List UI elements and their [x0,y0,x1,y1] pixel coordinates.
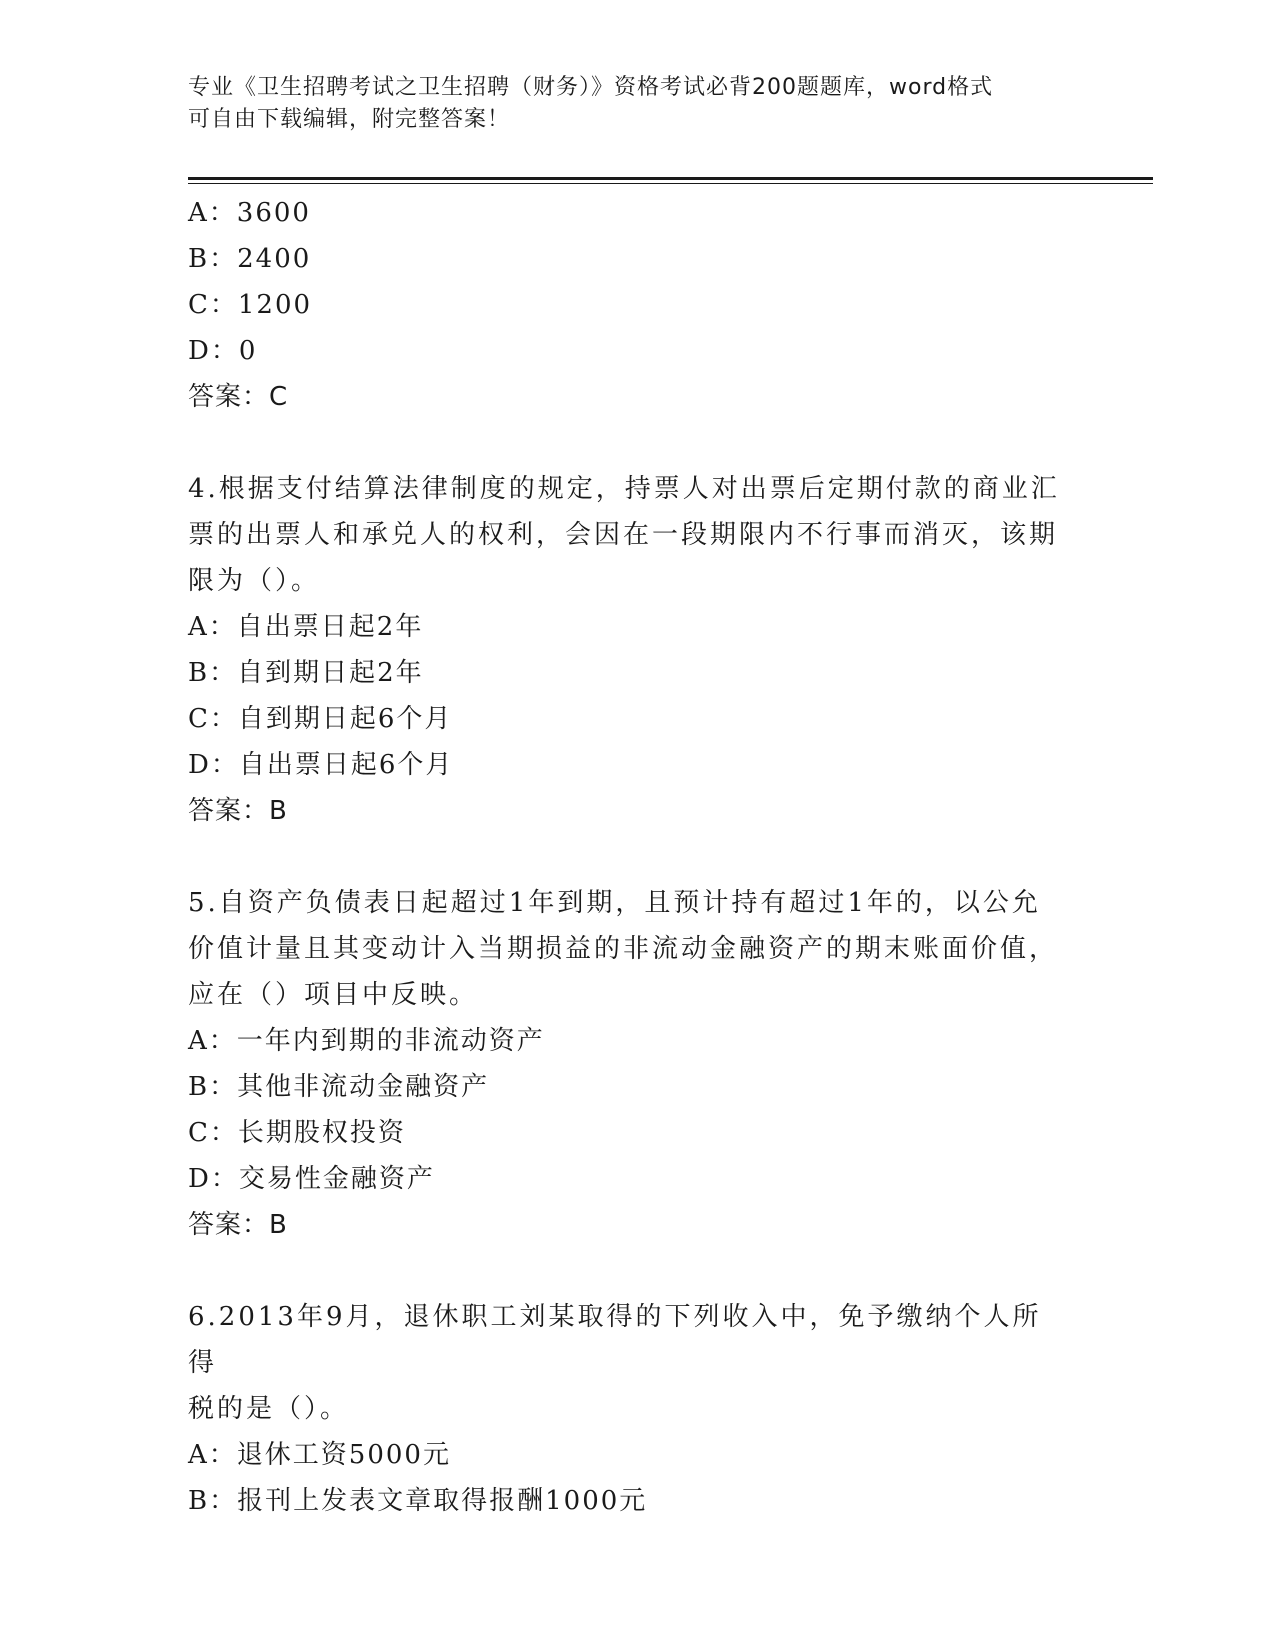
option-c: C：自到期日起6个月 [188,704,453,734]
option-c: C：1200 [188,290,313,320]
header-line-1: 专业《卫生招聘考试之卫生招聘（财务）》资格考试必背200题题库，word格式 [188,75,994,100]
question-spacer [188,1248,1068,1294]
question-5 [188,880,1068,1248]
header-line-2: 可自由下载编辑，附完整答案！ [188,107,511,132]
answer-line: 答案：B [188,1210,288,1240]
option-b: B：自到期日起2年 [188,658,424,688]
option-d: D：交易性金融资产 [188,1164,435,1194]
option-b: B：其他非流动金融资产 [188,1072,490,1102]
question-stem-line: 4.根据支付结算法律制度的规定，持票人对出票后定期付款的商业汇 [188,474,1060,504]
header-divider-thick [188,177,1153,180]
answer-line: 答案：C [188,382,289,412]
question-stem-line: 限为（）。 [188,566,321,596]
question-stem-line: 税的是（）。 [188,1394,350,1424]
question-stem-line: 6.2013年9月，退休职工刘某取得的下列收入中，免予缴纳个人所得 [188,1302,1042,1378]
option-a: A：自出票日起2年 [188,612,424,642]
option-d: D：0 [188,336,258,366]
option-a: A：一年内到期的非流动资产 [188,1026,545,1056]
option-b: B：报刊上发表文章取得报酬1000元 [188,1486,648,1516]
document-header [188,72,1068,136]
question-stem-line: 5.自资产负债表日起超过1年到期，且预计持有超过1年的，以公允 [188,888,1041,918]
question-6 [188,1294,1068,1524]
question-spacer [188,420,1068,466]
question-3 [188,190,1068,420]
header-divider-thin [188,183,1153,184]
question-stem-line: 价值计量且其变动计入当期损益的非流动金融资产的期末账面价值， [188,934,1059,964]
answer-line: 答案：B [188,796,288,826]
option-b: B：2400 [188,244,312,274]
option-a: A：3600 [188,198,311,228]
question-4 [188,466,1068,834]
option-d: D：自出票日起6个月 [188,750,454,780]
option-c: C：长期股权投资 [188,1118,406,1148]
question-stem-line: 应在（）项目中反映。 [188,980,479,1010]
question-spacer [188,834,1068,880]
option-a: A：退休工资5000元 [188,1440,451,1470]
question-list [188,190,1068,1524]
question-stem-line: 票的出票人和承兑人的权利，会因在一段期限内不行事而消灭，该期 [188,520,1059,550]
